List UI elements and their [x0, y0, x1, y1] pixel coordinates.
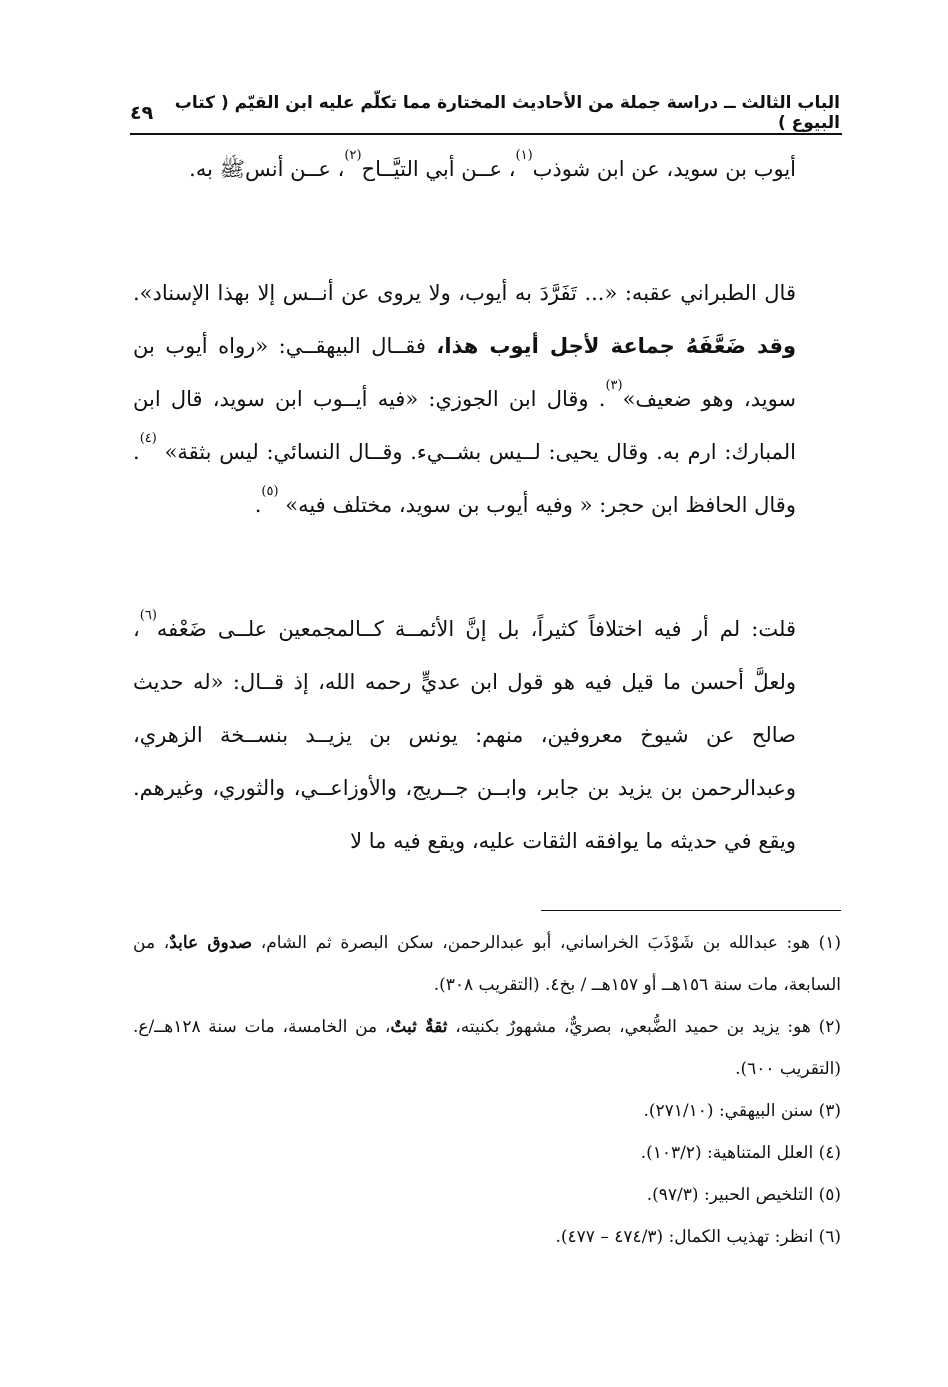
running-header [130, 95, 840, 131]
footnote-ref-5[interactable]: (٥) [261, 484, 279, 499]
header-title: الباب الثالث ــ دراسة جملة من الأحاديث المختارة مما تكلّم عليه ابن القيّم ( كتاب البيوع ) [174, 93, 840, 133]
footnote-5 [133, 1174, 841, 1216]
footnote-text: (٣) سنن البيهقي: (٢٧١/١٠). [643, 1101, 841, 1121]
p2-text-c: . وقال ابن الجوزي: «فيه أيــوب ابن سويد، قال ابن المبارك: ارم به. وقال يحيى: لــيس بشــيء. وقــال النسائي: ليس بثقة» [133, 387, 796, 464]
footnote-text: ، من السابعة، مات سنة ١٥٦هــ أو ١٥٧هــ / بخ٤. (التقريب ٣٠٨). [133, 933, 841, 995]
footnote-divider [541, 910, 841, 911]
p2-text-e: . [254, 493, 262, 517]
paragraph-1 [133, 143, 841, 196]
footnote-ref-1[interactable]: (١) [515, 148, 533, 163]
footnote-text: (٥) التلخيص الحبير: (٩٧/٣). [646, 1185, 841, 1205]
footnote-1 [133, 922, 841, 1006]
footnote-text: (١) هو: عبدالله بن شَوْذَبَ الخراساني، أبو عبدالرحمن، سكن البصرة ثم الشام، [252, 933, 842, 953]
footnote-ref-2[interactable]: (٢) [344, 148, 362, 163]
footnote-3 [133, 1090, 841, 1132]
paragraph-2 [133, 267, 841, 532]
p1-mid: ، عــن أبي التيَّــاح [361, 157, 516, 181]
p1-end: ، عــن [290, 157, 345, 181]
footnote-bold: صدوق عابدٌ [169, 933, 253, 953]
footnote-2 [133, 1006, 841, 1090]
paragraph-3 [133, 603, 841, 868]
footnote-ref-3[interactable]: (٣) [605, 378, 623, 393]
p3-text-b: ، ولعلَّ أحسن ما قيل فيه هو قول ابن عديٍّ رحمه الله، إذ قــال: «له حديث صالح عن شيوخ معروفين، منهم: يونس بن يزيــد بنســخة الزهري، وعبدالرحمن بن يزيد بن جابر، وابــن جــريج، والأوزاعــي، والثوري، وغيرهم. ويقع في حديثه ما يوافقه الثقات عليه، ويقع فيه ما لا [133, 617, 796, 853]
p2-text-a: قال الطبراني عقبه: «... تَفَرَّدَ به أيوب، ولا يروى عن أنــس إلا بهذا الإسناد». [133, 281, 796, 305]
footnote-text: (٤) العلل المتناهية: (١٠٣/٢). [640, 1143, 841, 1163]
p1-line2: أنسﷺ به. [189, 157, 284, 181]
footnote-ref-6[interactable]: (٦) [139, 608, 157, 623]
footnote-bold: ثقةٌ ثبتٌ [390, 1017, 448, 1037]
page-number: ٤٩ [130, 102, 154, 124]
p2-bold-text: وقد ضَعَّفَهُ جماعة لأجل أيوب هذا، [436, 334, 796, 358]
footnote-text: (٢) هو: يزيد بن حميد الضُّبعي، بصريٌّ، مشهورٌ بكنيته، [447, 1017, 842, 1037]
header-divider [130, 133, 842, 135]
footnote-4 [133, 1132, 841, 1174]
footnotes [133, 922, 841, 1258]
p1-line1: أيوب بن سويد، عن ابن شوذب [532, 157, 796, 181]
footnote-6 [133, 1216, 841, 1258]
p2-text-d: . وقال الحافظ ابن حجر: « وفيه أيوب بن سويد، مختلف فيه» [133, 440, 796, 517]
footnote-ref-4[interactable]: (٤) [139, 431, 157, 446]
footnote-text: (٦) انظر: تهذيب الكمال: (٤٧٤/٣ – ٤٧٧). [555, 1227, 841, 1247]
footnote-text: ، من الخامسة، مات سنة ١٢٨هــ/ع. (التقريب ٦٠٠). [133, 1017, 841, 1079]
p3-text-a: قلت: لم أر فيه اختلافاً كثيراً، بل إنَّ الأئمــة كــالمجمعين علــى ضَعْفه [156, 617, 796, 641]
p2-text-b: فقــال البيهقــي: «رواه أيوب بن سويد، وهو ضعيف» [133, 334, 797, 411]
